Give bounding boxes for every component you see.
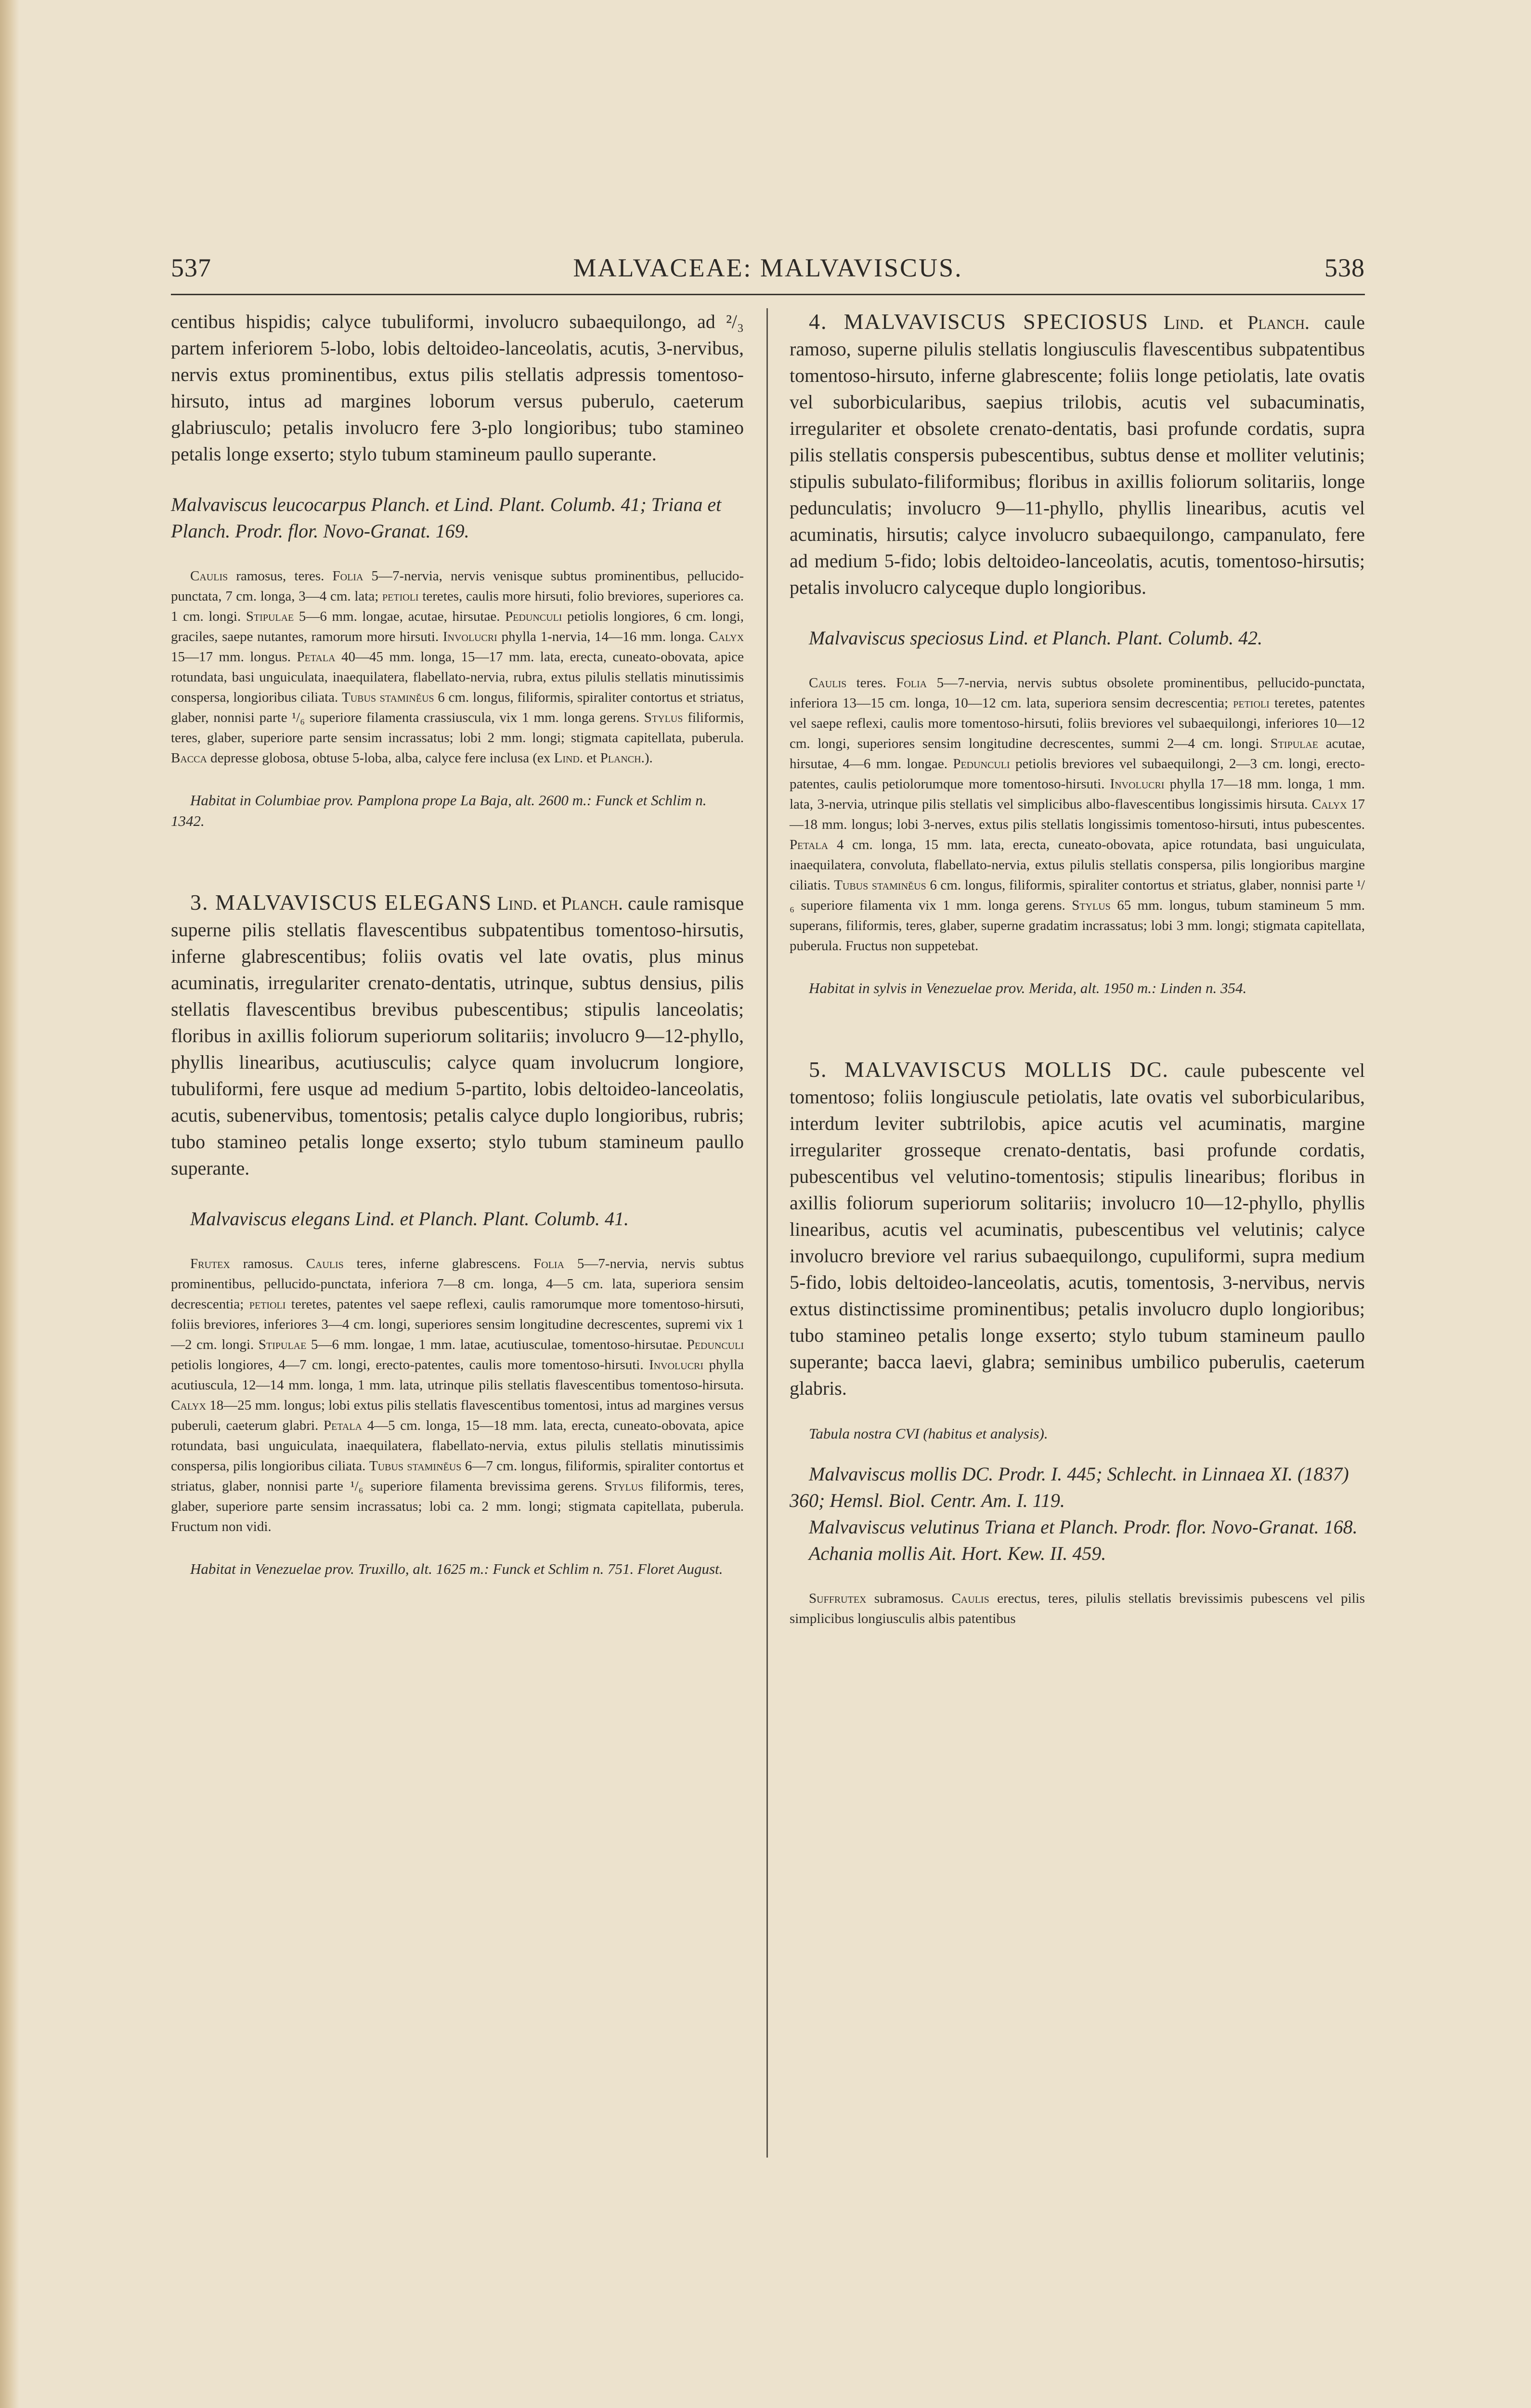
species-5-diagnosis: 5. MALVAVISCUS MOLLIS DC. caule pubescente vel tomentoso; foliis longiuscule petiolatis, late ovatis vel suborbicularibus, interdum leviter subtrilobis, apice acutis vel acuminatis, margine irregulariter grosseque crenato-dentatis, basi profunde cordatis, pubescentibus vel velutino-tomentosis; stipulis linearibus; floribus in axillis foliorum superiorum solitariis; involucro 10—12-phyllo, phyllis linearibus, acutis vel acuminatis, pubescentibus vel velutinis; calyce involucro breviore vel rarius subaequilongo, cupuliformi, supra medium 5-fido, lobis deltoideo-lanceolatis, acutis, tomentosis, 3-nervibus, nervis extus distinctissime prominentibus; petalis involucro duplo longioribus; tubo stamineo petalis longe exserto; stylo tubum stamineum paullo superante; bacca laevi, glabra; seminibus umbilico puberulis, caeterum glabris. [790,1057,1365,1399]
left-column [171,308,744,1579]
species-3-title: 3. MALVAVISCUS ELEGANS [190,890,493,915]
running-title: MALVACEAE: MALVAVISCUS. [573,253,963,282]
right-column [790,308,1365,1629]
species-5-description-notes: Suffrutex subramosus. Caulis erectus, teres, pilulis stellatis brevissimis pubescens vel pilis simplicibus longiusculis albis patentibus [790,1591,1365,1626]
continued-citation: Malvaviscus leucocarpus Planch. et Lind. Plant. Columb. 41; Triana et Planch. Prodr. flor. Novo-Granat. 169. [171,494,722,542]
species-5-citation-1: Malvaviscus mollis DC. Prodr. I. 445; Schlecht. in Linnaea XI. (1837) 360; Hemsl. Biol. Centr. Am. I. 119. [790,1463,1349,1511]
plate-reference: Tabula nostra CVI (habitus et analysis). [809,1425,1048,1442]
species-5-citation-2: Malvaviscus velutinus Triana et Planch. Prodr. flor. Novo-Granat. 168. [809,1516,1358,1538]
species-4-title: 4. MALVAVISCUS SPECIOSUS [809,309,1149,334]
species-4-habitat: Habitat in sylvis in Venezuelae prov. Merida, alt. 1950 m.: Linden n. 354. [809,980,1247,996]
species-4-description-notes: Caulis teres. Folia 5—7-nervia, nervis subtus obsolete prominentibus, pellucido-punctata, inferiora 13—15 cm. longa, 10—12 cm. lata, superiora sensim decrescentia; petioli teretes, patentes vel saepe reflexi, caulis more tomentoso-hirsuti, foliis breviores vel subaequilongi, inferiores 10—12 cm. longi, superiores sensim longitudine decrescentes, summi 2—4 cm. longi. Stipulae acutae, hirsutae, 4—6 mm. longae. Pedunculi petiolis breviores vel subaequilongi, 2—3 cm. longi, erecto-patentes, caulis petiolorumque more tomentoso-hirsuti. Involucri phylla 17—18 mm. longa, 1 mm. lata, 3-nervia, utrinque pilis stellatis vel simplicibus albo-flavescentibus longissimis hirsuta. Calyx 17—18 mm. longus; lobi 3-nerves, extus pilis stellatis longissimis tomentoso-hirsuti, intus pubescentes. Petala 4 cm. longa, 15 mm. lata, erecta, cuneato-obovata, apice rotundata, basi unguiculata, inaequilatera, convoluta, flabellato-nervia, extus pilulis stellatis conspersa, pilis longioribus margine ciliatis. Tubus staminĕus 6 cm. longus, filiformis, spiraliter contortus et striatus, glaber, nonnisi parte ¹/₆ superiore filamenta vix 1 mm. longa gerens. Stylus 65 mm. longus, tubum stamineum 5 mm. superans, filiformis, teres, glaber, superne gradatim incrassatus; lobi 3 mm. longi; stigmata capitellata, puberula. Fructus non suppetebat. [790,675,1365,954]
species-3-description-notes: Frutex ramosus. Caulis teres, inferne glabrescens. Folia 5—7-nervia, nervis subtus prominentibus, pellucido-punctata, inferiora 7—8 cm. longa, 4—5 cm. lata, superiora sensim decrescentia; petioli teretes, patentes vel saepe reflexi, caulis ramorumque more tomentoso-hirsuti, foliis breviores, inferiores 3—4 cm. longi, superiores sensim longitudine decrescentes, supremi vix 1—2 cm. longi. Stipulae 5—6 mm. longae, 1 mm. latae, acutiusculae, tomentoso-hirsutae. Pedunculi petiolis longiores, 4—7 cm. longi, erecto-patentes, caulis more tomentoso-hirsuti. Involucri phylla acutiuscula, 12—14 mm. longa, 1 mm. lata, utrinque pilis stellatis flavescentibus tomentoso-hirsuta. Calyx 18—25 mm. longus; lobi extus pilis stellatis flavescentibus tomentosi, intus ad margines versus puberuli, caeterum glabri. Petala 4—5 cm. longa, 15—18 mm. lata, erecta, cuneato-obovata, apice rotundata, basi unguiculata, inaequilatera, flabellato-nervia, extus pilulis stellatis minutissimis conspersa, pilis longioribus ciliata. Tubus staminĕus 6—7 cm. longus, filiformis, spiraliter contortus et striatus, glaber, nonnisi parte ¹/₆ superiore filamenta brevissima gerens. Stylus filiformis, teres, glaber, superiore parte sensim incrassatus; lobi ca. 2 mm. longi; stigmata capitellata, puberula. Fructum non vidi. [171,1256,744,1534]
species-4-citation: Malvaviscus speciosus Lind. et Planch. Plant. Columb. 42. [809,627,1263,649]
page-number-left: 537 [171,253,211,282]
species-3-habitat: Habitat in Venezuelae prov. Truxillo, alt. 1625 m.: Funck et Schlim n. 751. Floret August. [190,1560,723,1577]
species-3-citation: Malvaviscus elegans Lind. et Planch. Plant. Columb. 41. [190,1208,629,1230]
continued-habitat: Habitat in Columbiae prov. Pamplona prope La Baja, alt. 2600 m.: Funck et Schlim n. 1342. [171,792,707,829]
species-3-diagnosis: 3. MALVAVISCUS ELEGANS Lind. et Planch. caule ramisque superne pilis stellatis flavescentibus subpatentibus tomentoso-hirsutis, inferne glabrescentibus; foliis ovatis vel late ovatis, plus minus acuminatis, irregulariter crenato-dentatis, utrinque, subtus densius, pilis stellatis flavescentibus brevibus pubescentibus; stipulis lanceolatis; floribus in axillis foliorum superiorum solitariis; involucro 9—12-phyllo, phyllis linearibus, acutiusculis; calyce quam involucrum longiore, tubuliformi, fere usque ad medium 5-partito, lobis deltoideo-lanceolatis, acutis, subenervibus, tomentosis; petalis calyce duplo longioribus, rubris; tubo stamineo petalis longe exserto; stylo tubum stamineum paullo superante. [171,890,744,1179]
species-4-diagnosis: 4. MALVAVISCUS SPECIOSUS Lind. et Planch. caule ramoso, superne pilulis stellatis longiusculis flavescentibus subpatentibus tomentoso-hirsuto, inferne glabrescente; foliis longe petiolatis, late ovatis vel suborbicularibus, saepius trilobis, acutis vel subacuminatis, irregulariter et obsolete crenato-dentatis, basi profunde cordatis, supra pilis stellatis conspersis pubescentibus, subtus dense et molliter velutinis; stipulis subulato-filiformibus; floribus in axillis foliorum solitariis, longe pedunculatis; involucro 9—11-phyllo, phyllis linearibus, acutis vel acuminatis, hirsutis; calyce involucro subaequilongo, campanulato, fere ad medium 5-fido; lobis deltoideo-lanceolatis, acutis, tomentoso-hirsutis; petalis involucro calyceque duplo longioribus. [790,309,1365,598]
continued-diagnosis: centibus hispidis; calyce tubuliformi, involucro subaequilongo, ad ²/₃ partem inferiorem 5-lobo, lobis deltoideo-lanceolatis, acutis, 3-nervibus, nervis extus prominentibus, extus pilis stellatis adpressis tomentoso-hirsuto, intus ad margines loborum versus puberulo, caeterum glabriusculo; petalis involucro fere 3-plo longioribus; tubo stamineo petalis longe exserto; stylo tubum stamineum paullo superante. [171,311,744,465]
species-5-citation-3: Achania mollis Ait. Hort. Kew. II. 459. [809,1543,1106,1564]
column-divider [766,308,768,2158]
header-rule [171,294,1365,295]
page-binding-edge [0,0,19,2408]
continued-description-notes: Caulis ramosus, teres. Folia 5—7-nervia, nervis venisque subtus prominentibus, pellucido-punctata, 7 cm. longa, 3—4 cm. lata; petioli teretes, caulis more hirsuti, folio breviores, superiores ca. 1 cm. longi. Stipulae 5—6 mm. longae, acutae, hirsutae. Pedunculi petiolis longiores, 6 cm. longi, graciles, saepe nutantes, ramorum more hirsuti. Involucri phylla 1-nervia, 14—16 mm. longa. Calyx 15—17 mm. longus. Petala 40—45 mm. longa, 15—17 mm. lata, erecta, cuneato-obovata, apice rotundata, basi unguiculata, inaequilatera, flabellato-nervia, rubra, extus pilulis stellatis minutissimis conspersa, longioribus ciliata. Tubus staminĕus 6 cm. longus, filiformis, spiraliter contortus et striatus, glaber, nonnisi parte ¹/₆ superiore filamenta crassiuscula, vix 1 mm. longa gerens. Stylus filiformis, teres, glaber, superiore parte sensim incrassatus; lobi 2 mm. longi; stigmata capitellata, puberula. Bacca depresse globosa, obtuse 5-loba, alba, calyce fere inclusa (ex Lind. et Planch.). [171,568,744,766]
page-number-right: 538 [1324,253,1365,282]
species-5-title: 5. MALVAVISCUS MOLLIS DC. [809,1057,1169,1082]
running-header [171,253,1365,287]
